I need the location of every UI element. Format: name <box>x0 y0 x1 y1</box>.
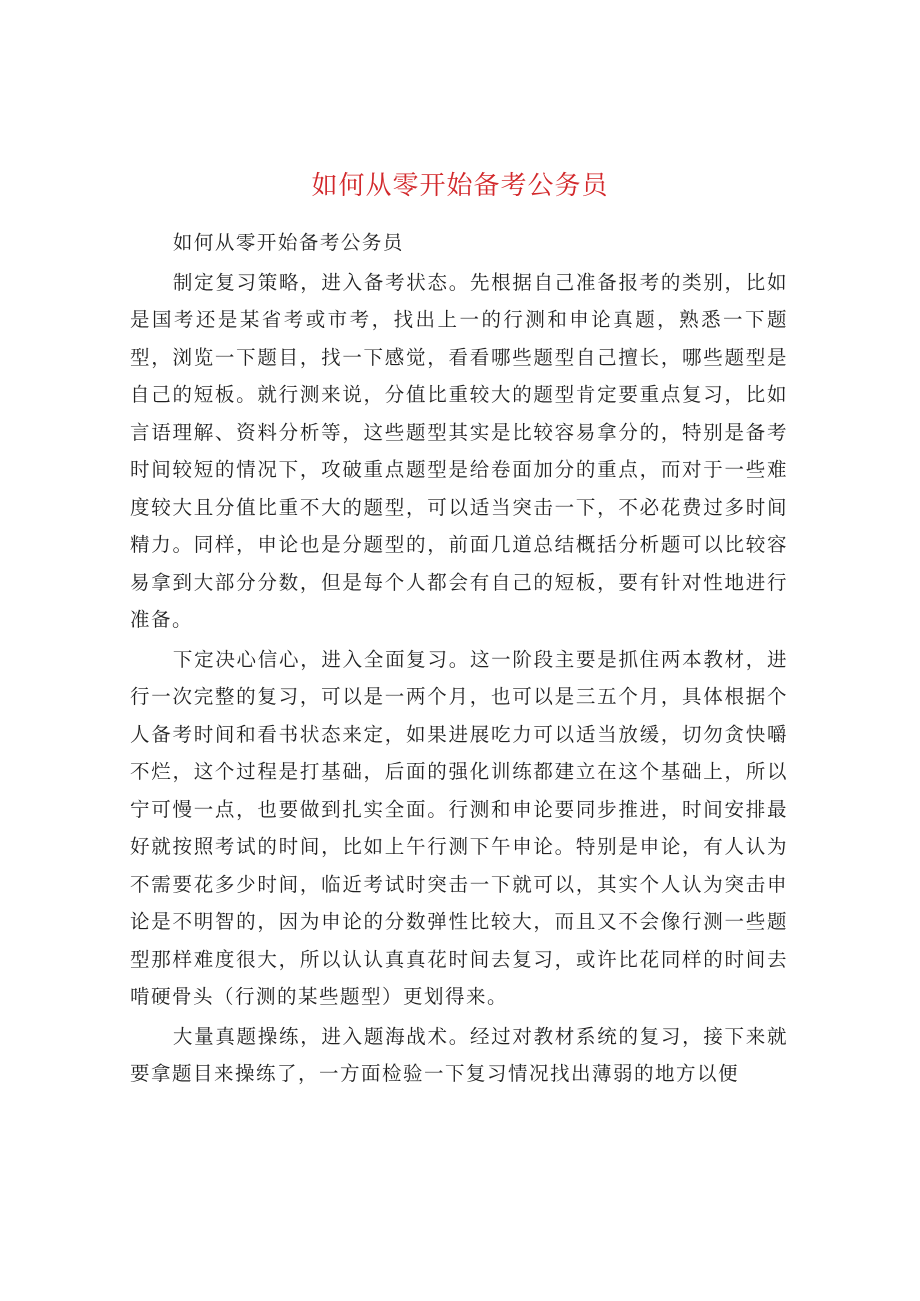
document-title: 如何从零开始备考公务员 <box>311 171 609 201</box>
paragraph-practice: 大量真题操练，进入题海战术。经过对教材系统的复习，接下来就要拿题目来操练了，一方面检验一下复习情况找出薄弱的地方以便 <box>130 1024 788 1085</box>
paragraph-review: 下定决心信心，进入全面复习。这一阶段主要是抓住两本教材，进行一次完整的复习，可以是一两个月，也可以是三五个月，具体根据个人备考时间和看书状态来定，如果进展吃力可以适当放缓，切勿贪快嚼不烂，这个过程是打基础，后面的强化训练都建立在这个基础上，所以宁可慢一点，也要做到扎实全面。行测和申论要同步推进，时间安排最好就按照考试的时间，比如上午行测下午申论。特别是申论，有人认为不需要花多少时间，临近考试时突击一下就可以，其实个人认为突击申论是不明智的，因为申论的分数弹性比较大，而且又不会像行测一些题型那样难度很大，所以认认真真花时间去复习，或许比花同样的时间去啃硬骨头（行测的某些题型）更划得来。 <box>130 647 788 1008</box>
paragraph-strategy: 制定复习策略，进入备考状态。先根据自己准备报考的类别，比如是国考还是某省考或市考，找出上一的行测和申论真题，熟悉一下题型，浏览一下题目，找一下感觉，看看哪些题型自己擅长，哪些题型是自己的短板。就行测来说，分值比重较大的题型肯定要重点复习，比如言语理解、资料分析等，这些题型其实是比较容易拿分的，特别是备考时间较短的情况下，攻破重点题型是给卷面加分的重点，而对于一些难度较大且分值比重不大的题型，可以适当突击一下，不必花费过多时间精力。同样，申论也是分题型的，前面几道总结概括分析题可以比较容易拿到大部分分数，但是每个人都会有自己的短板，要有针对性地进行准备。 <box>130 270 788 631</box>
paragraph-subtitle: 如何从零开始备考公务员 <box>172 231 404 254</box>
document-body <box>130 224 788 1095</box>
